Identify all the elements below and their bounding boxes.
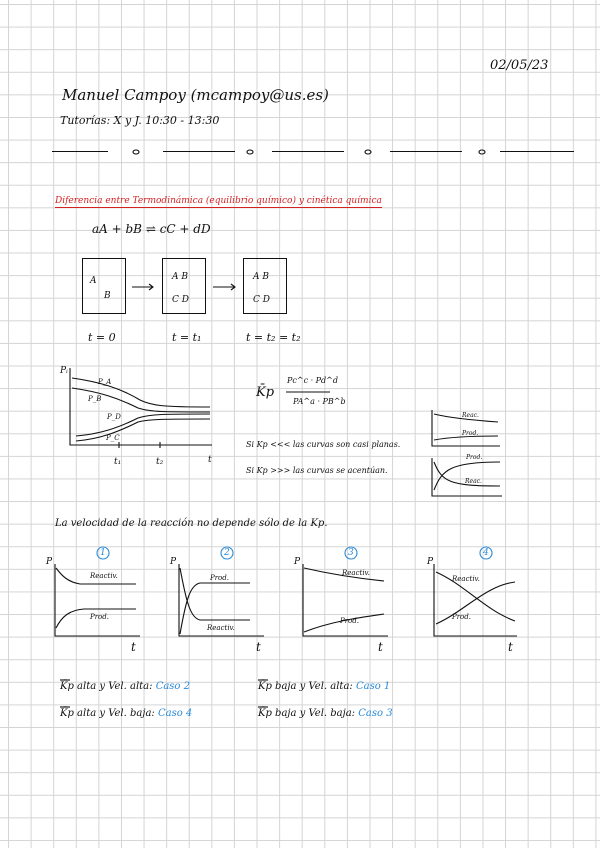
curve-label-pc: P_C [106, 434, 120, 442]
curve-pa [72, 378, 210, 407]
case1-lower: Prod. [90, 613, 109, 621]
mini1-reac-curve [434, 414, 498, 422]
author-line: Manuel Campoy (mcampoy@us.es) [62, 86, 329, 104]
case2-upper: Prod. [210, 574, 229, 582]
eq-tick-t2: t₂ [156, 457, 164, 467]
case2-lower: Reactiv. [207, 624, 235, 632]
case2-prod-curve [180, 583, 250, 634]
box2-bottom: C D [172, 295, 189, 305]
curve-label-pd: P_D [107, 413, 121, 421]
curve-pd [76, 414, 210, 436]
kp-lhs: K̄p [256, 385, 275, 400]
case3-yaxis: P [294, 557, 301, 567]
mini1-reac: Reac. [462, 412, 479, 419]
separator-dot [133, 150, 139, 154]
section-title: Diferencia entre Termodinámica (equilibrio químico) y cinética química [55, 196, 382, 206]
conclusion-4: K̄p baja y Vel. baja: Caso 3 [258, 708, 393, 719]
arrow-2 [213, 284, 235, 290]
kp-rule-2: Si Kp >>> las curvas se acentúan. [246, 466, 388, 475]
curve-label-pb: P_B [88, 395, 102, 403]
case3-circle [345, 547, 357, 559]
case4-upper: Reactiv. [452, 575, 480, 583]
case4-lower: Prod. [452, 613, 471, 621]
box2-top: A B [172, 272, 188, 282]
eq-plot-yaxis: Pᵢ [60, 366, 68, 376]
case1-circle [97, 547, 109, 559]
case4-number: 4 [483, 548, 489, 558]
case1-prod-curve [56, 609, 136, 628]
case3-lower: Prod. [340, 617, 359, 625]
box1-a: A [90, 276, 97, 286]
case1-yaxis: P [46, 557, 53, 567]
separator-dot [479, 150, 485, 154]
date: 02/05/23 [490, 58, 549, 73]
time-label-3: t = t₂ = t₂ [246, 331, 301, 344]
case1-upper: Reactiv. [90, 572, 118, 580]
box1-b: B [104, 291, 111, 301]
case4-circle [480, 547, 492, 559]
velocity-note: La velocidad de la reacción no depende sólo de la Kp. [55, 518, 328, 529]
tutorias-line: Tutorías: X y J. 10:30 - 13:30 [60, 114, 220, 127]
case2-yaxis: P [170, 557, 177, 567]
case3-xaxis: t [378, 640, 383, 654]
time-label-1: t = 0 [88, 331, 116, 344]
case4-prod-curve [436, 582, 515, 624]
case2-circle [221, 547, 233, 559]
case4-reac-curve [436, 572, 515, 621]
kp-rule-1: Si Kp <<< las curvas son casi planas. [246, 440, 401, 449]
case2-reac-curve [180, 568, 250, 620]
eq-tick-t1: t₁ [114, 457, 122, 467]
box3-top: A B [253, 272, 269, 282]
kp-numerator: Pc^c · Pd^d [287, 376, 339, 385]
case3-upper: Reactiv. [342, 569, 370, 577]
conclusion-2: K̄p baja y Vel. alta: Caso 1 [258, 681, 391, 692]
mini1-prod: Prod. [462, 430, 479, 437]
case4-xaxis: t [508, 640, 513, 654]
arrow-1 [132, 284, 153, 290]
kp-denominator: PA^a · PB^b [293, 397, 346, 406]
case1-reac-curve [56, 568, 136, 584]
case1-axes [55, 564, 140, 636]
curve-pc [76, 419, 210, 441]
mini1-prod-curve [434, 436, 498, 440]
reaction-equation: aA + bB ⇌ cC + dD [92, 222, 211, 236]
case1-xaxis: t [131, 640, 136, 654]
case4-yaxis: P [427, 557, 434, 567]
separator-dot [365, 150, 371, 154]
conclusion-1: K̄p alta y Vel. alta: Caso 2 [60, 681, 190, 692]
mini2-reac: Reac. [465, 478, 482, 485]
case2-xaxis: t [256, 640, 261, 654]
curve-label-pa: P_A [98, 378, 112, 386]
conclusion-3: K̄p alta y Vel. baja: Caso 4 [60, 708, 193, 719]
time-label-2: t = t₁ [172, 331, 202, 344]
case3-prod-curve [304, 614, 384, 632]
case2-axes [179, 564, 264, 636]
case3-reac-curve [304, 568, 384, 581]
box3-bottom: C D [253, 295, 270, 305]
eq-plot-xaxis: t [208, 455, 212, 465]
case3-axes [303, 564, 388, 636]
separator-dot [247, 150, 253, 154]
mini2-prod: Prod. [466, 454, 483, 461]
case2-number: 2 [224, 548, 230, 558]
case1-number: 1 [100, 548, 106, 558]
case3-number: 3 [348, 548, 354, 558]
